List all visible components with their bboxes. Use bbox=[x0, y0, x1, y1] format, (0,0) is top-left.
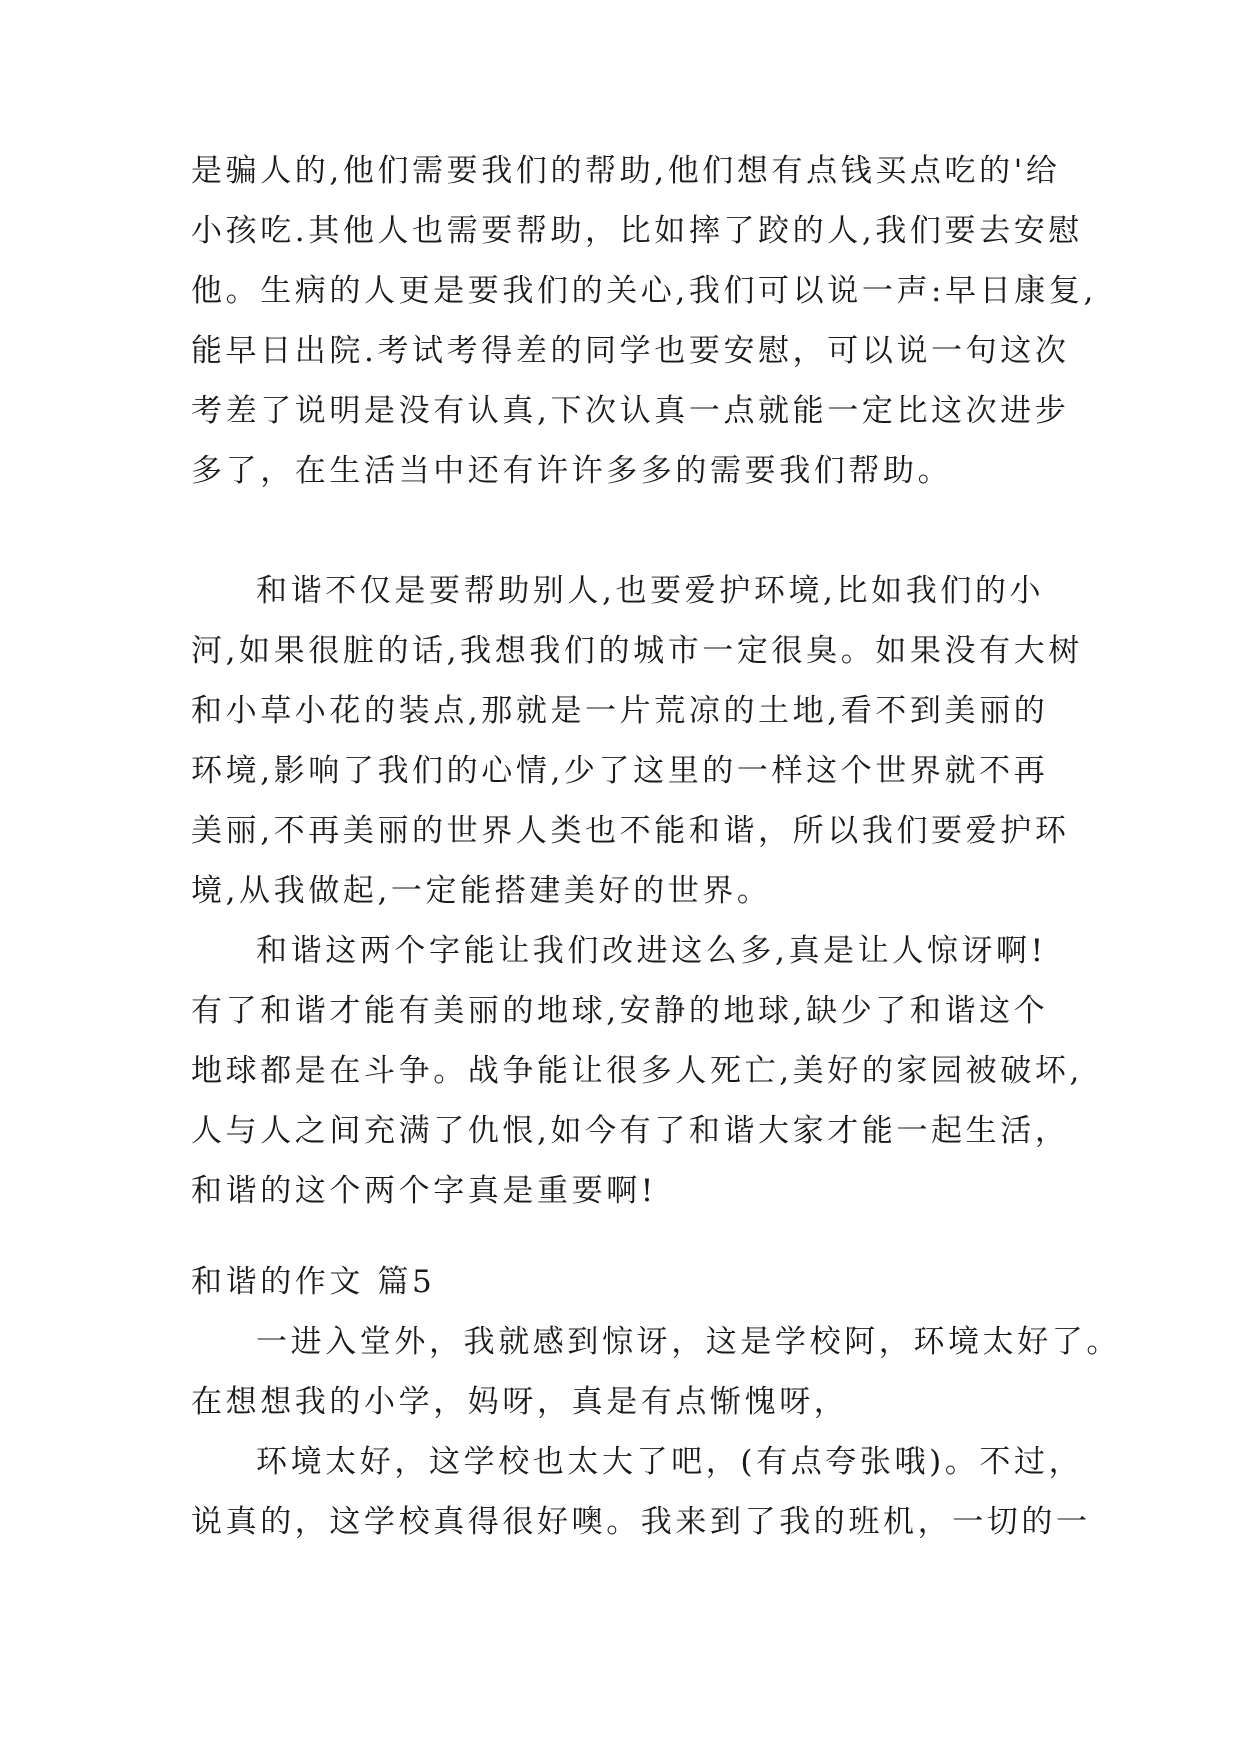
paragraph-line: 地球都是在斗争。战争能让很多人死亡,美好的家园被破坏, bbox=[191, 1053, 1083, 1089]
paragraph-line: 和谐这两个字能让我们改进这么多,真是让人惊讶啊! bbox=[256, 933, 1047, 969]
paragraph-line: 考差了说明是没有认真,下次认真一点就能一定比这次进步 bbox=[191, 393, 1070, 429]
paragraph-line: 美丽,不再美丽的世界人类也不能和谐，所以我们要爱护环 bbox=[191, 813, 1070, 849]
paragraph-line: 和谐的这个两个字真是重要啊! bbox=[191, 1173, 657, 1209]
paragraph-line: 环境太好，这学校也太大了吧，(有点夸张哦)。不过， bbox=[256, 1444, 1084, 1480]
paragraph-line: 说真的，这学校真得很好噢。我来到了我的班机，一切的一 bbox=[191, 1504, 1091, 1540]
paragraph-line: 能早日出院.考试考得差的同学也要安慰，可以说一句这次 bbox=[191, 333, 1070, 369]
paragraph-line: 小孩吃.其他人也需要帮助，比如摔了跤的人,我们要去安慰 bbox=[191, 213, 1083, 249]
paragraph-line: 环境,影响了我们的心情,少了这里的一样这个世界就不再 bbox=[191, 753, 1049, 789]
paragraph-line: 人与人之间充满了仇恨,如今有了和谐大家才能一起生活， bbox=[191, 1113, 1070, 1149]
paragraph-line: 一进入堂外，我就感到惊讶，这是学校阿，环境太好了。 bbox=[256, 1324, 1121, 1360]
paragraph-line: 他。生病的人更是要我们的关心,我们可以说一声:早日康复, bbox=[191, 273, 1097, 309]
paragraph-line: 河,如果很脏的话,我想我们的城市一定很臭。如果没有大树 bbox=[191, 633, 1083, 669]
paragraph-line: 境,从我做起,一定能搭建美好的世界。 bbox=[191, 873, 772, 909]
paragraph-line: 和谐不仅是要帮助别人,也要爱护环境,比如我们的小 bbox=[256, 573, 1045, 609]
paragraph-line: 是骗人的,他们需要我们的帮助,他们想有点钱买点吃的'给 bbox=[191, 153, 1061, 189]
paragraph-line: 在想想我的小学，妈呀，真是有点惭愧呀， bbox=[191, 1384, 849, 1420]
section-heading: 和谐的作文 篇5 bbox=[191, 1264, 436, 1300]
paragraph-line: 和小草小花的装点,那就是一片荒凉的土地,看不到美丽的 bbox=[191, 693, 1049, 729]
paragraph-line: 有了和谐才能有美丽的地球,安静的地球,缺少了和谐这个 bbox=[191, 993, 1049, 1029]
paragraph-line: 多了，在生活当中还有许许多多的需要我们帮助。 bbox=[191, 453, 953, 489]
